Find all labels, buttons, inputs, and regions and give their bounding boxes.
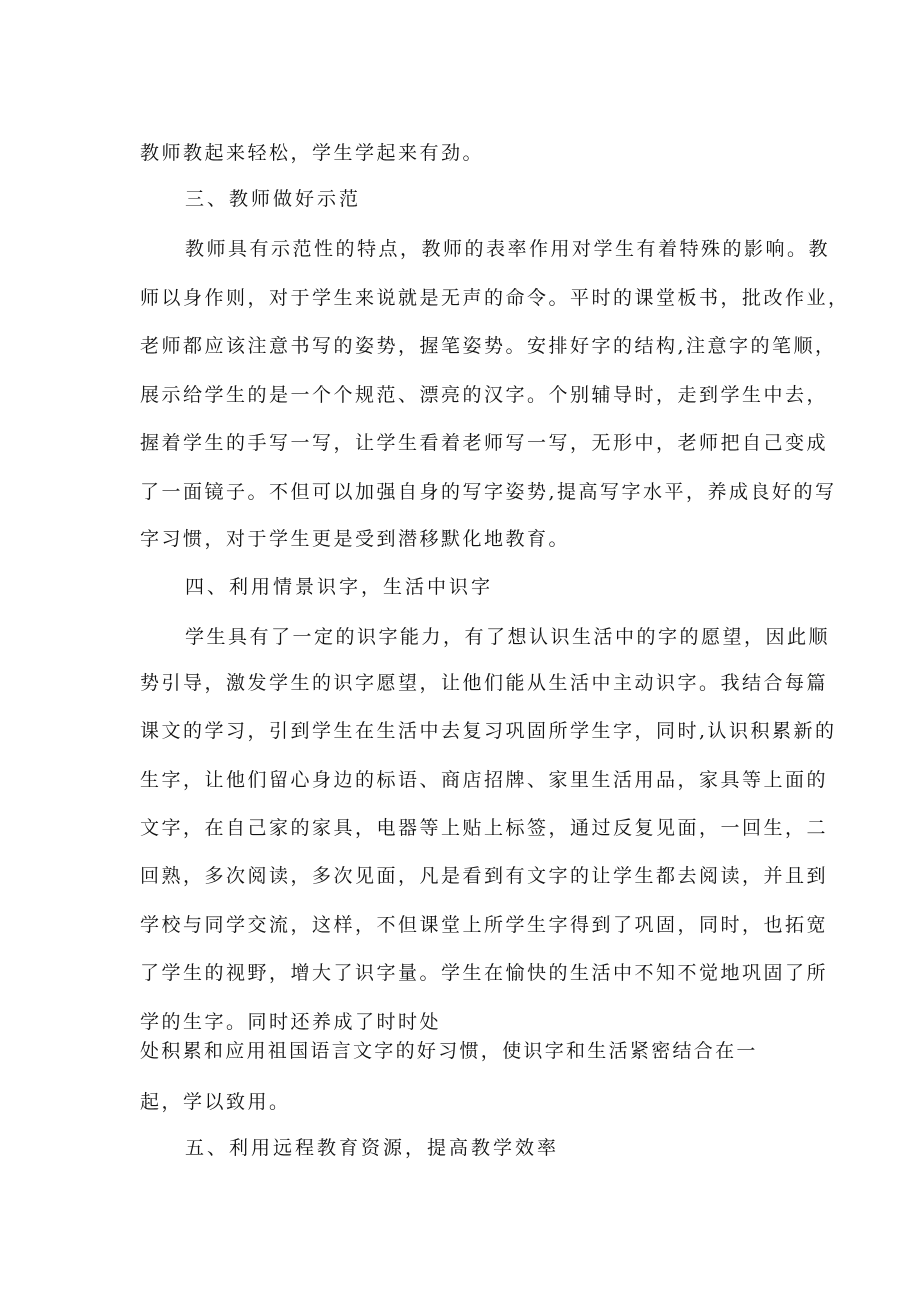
paragraph-line: 握着学生的手写一写，让学生看着老师写一写，无形中，老师把自己变成 bbox=[140, 432, 829, 454]
paragraph-line: 处积累和应用祖国语言文字的好习惯，使识字和生活紧密结合在一 bbox=[140, 1040, 758, 1062]
paragraph-line: 文字，在自己家的家具，电器等上贴上标签，通过反复见面，一回生，二 bbox=[140, 817, 829, 839]
paragraph-line: 生字，让他们留心身边的标语、商店招牌、家里生活用品，家具等上面的 bbox=[140, 769, 829, 791]
paragraph-line: 了一面镜子。不但可以加强自身的写字姿势,提高写字水平，养成良好的写 bbox=[140, 481, 837, 503]
section-heading-3: 三、教师做好示范 bbox=[185, 188, 362, 210]
paragraph-line: 了学生的视野，增大了识字量。学生在愉快的生活中不知不觉地巩固了所 bbox=[140, 962, 829, 984]
paragraph-line: 课文的学习，引到学生在生活中去复习巩固所学生字，同时,认识积累新的 bbox=[140, 720, 837, 742]
paragraph-line: 老师都应该注意书写的姿势，握笔姿势。安排好字的结构,注意字的笔顺， bbox=[140, 335, 837, 357]
paragraph-line: 学生具有了一定的识字能力，有了想认识生活中的字的愿望，因此顺 bbox=[185, 626, 831, 648]
section-heading-5: 五、利用远程教育资源，提高教学效率 bbox=[185, 1137, 560, 1159]
paragraph-line: 学的生字。同时还养成了时时处 bbox=[140, 1011, 442, 1033]
paragraph-line: 教师具有示范性的特点，教师的表率作用对学生有着特殊的影响。教 bbox=[185, 238, 831, 260]
paragraph-line: 展示给学生的是一个个规范、漂亮的汉字。个别辅导时，走到学生中去， bbox=[140, 384, 829, 406]
paragraph-line: 势引导，激发学生的识字愿望，让他们能从生活中主动识字。我结合每篇 bbox=[140, 672, 829, 694]
paragraph-line: 字习惯，对于学生更是受到潜移默化地教育。 bbox=[140, 528, 571, 550]
section-heading-4: 四、利用情景识字，生活中识字 bbox=[185, 576, 494, 598]
paragraph-line: 教师教起来轻松，学生学起来有劲。 bbox=[140, 142, 485, 164]
paragraph-line: 师以身作则，对于学生来说就是无声的命令。平时的课堂板书，批改作业， bbox=[140, 287, 850, 309]
paragraph-line: 学校与同学交流，这样，不但课堂上所学生字得到了巩固，同时，也拓宽 bbox=[140, 914, 829, 936]
paragraph-line: 起，学以致用。 bbox=[140, 1091, 291, 1113]
paragraph-line: 回熟，多次阅读，多次见面，凡是看到有文字的让学生都去阅读，并且到 bbox=[140, 865, 829, 887]
